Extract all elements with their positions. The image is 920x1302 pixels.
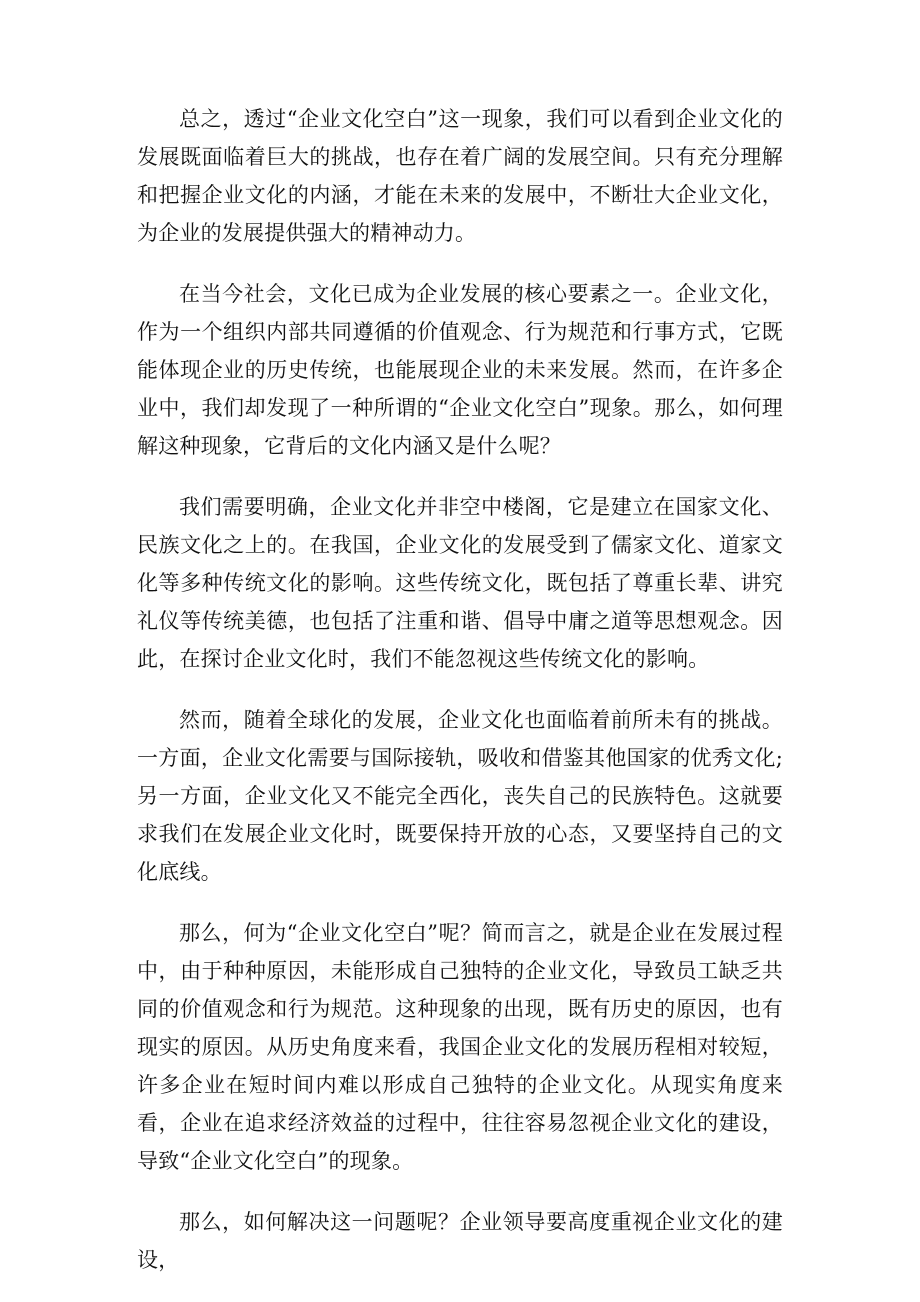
paragraph-1: 总之，透过“企业文化空白”这一现象，我们可以看到企业文化的发展既面临着巨大的挑战，也存在着广阔的发展空间。只有充分理解和把握企业文化的内涵，才能在未来的发展中，不断壮大企业文化，为企业的发展提供强大的精神动力。 <box>137 107 783 245</box>
paragraph-5: 那么，何为“企业文化空白”呢？简而言之，就是企业在发展过程中，由于种种原因，未能形成自己独特的企业文化，导致员工缺乏共同的价值观念和行为规范。这种现象的出现，既有历史的原因，也有现实的原因。从历史角度来看，我国企业文化的发展历程相对较短，许多企业在短时间内难以形成自己独特的企业文化。从现实角度来看，企业在追求经济效益的过程中，往往容易忽视企业文化的建设，导致“企业文化空白”的现象。 <box>137 921 783 1173</box>
paragraph-6: 那么，如何解决这一问题呢？企业领导要高度重视企业文化的建设， <box>137 1210 783 1272</box>
paragraph-3: 我们需要明确，企业文化并非空中楼阁，它是建立在国家文化、民族文化之上的。在我国，企业文化的发展受到了儒家文化、道家文化等多种传统文化的影响。这些传统文化，既包括了尊重长辈、讲究礼仪等传统美德，也包括了注重和谐、倡导中庸之道等思想观念。因此，在探讨企业文化时，我们不能忽视这些传统文化的影响。 <box>137 495 783 671</box>
document-body <box>137 100 783 1302</box>
paragraph-2: 在当今社会，文化已成为企业发展的核心要素之一。企业文化，作为一个组织内部共同遵循的价值观念、行为规范和行事方式，它既能体现企业的历史传统，也能展现企业的未来发展。然而，在许多企业中，我们却发现了一种所谓的“企业文化空白”现象。那么，如何理解这种现象，它背后的文化内涵又是什么呢？ <box>137 282 783 458</box>
paragraph-4: 然而，随着全球化的发展，企业文化也面临着前所未有的挑战。一方面，企业文化需要与国际接轨，吸收和借鉴其他国家的优秀文化;另一方面，企业文化又不能完全西化，丧失自己的民族特色。这就要求我们在发展企业文化时，既要保持开放的心态，又要坚持自己的文化底线。 <box>137 708 783 884</box>
